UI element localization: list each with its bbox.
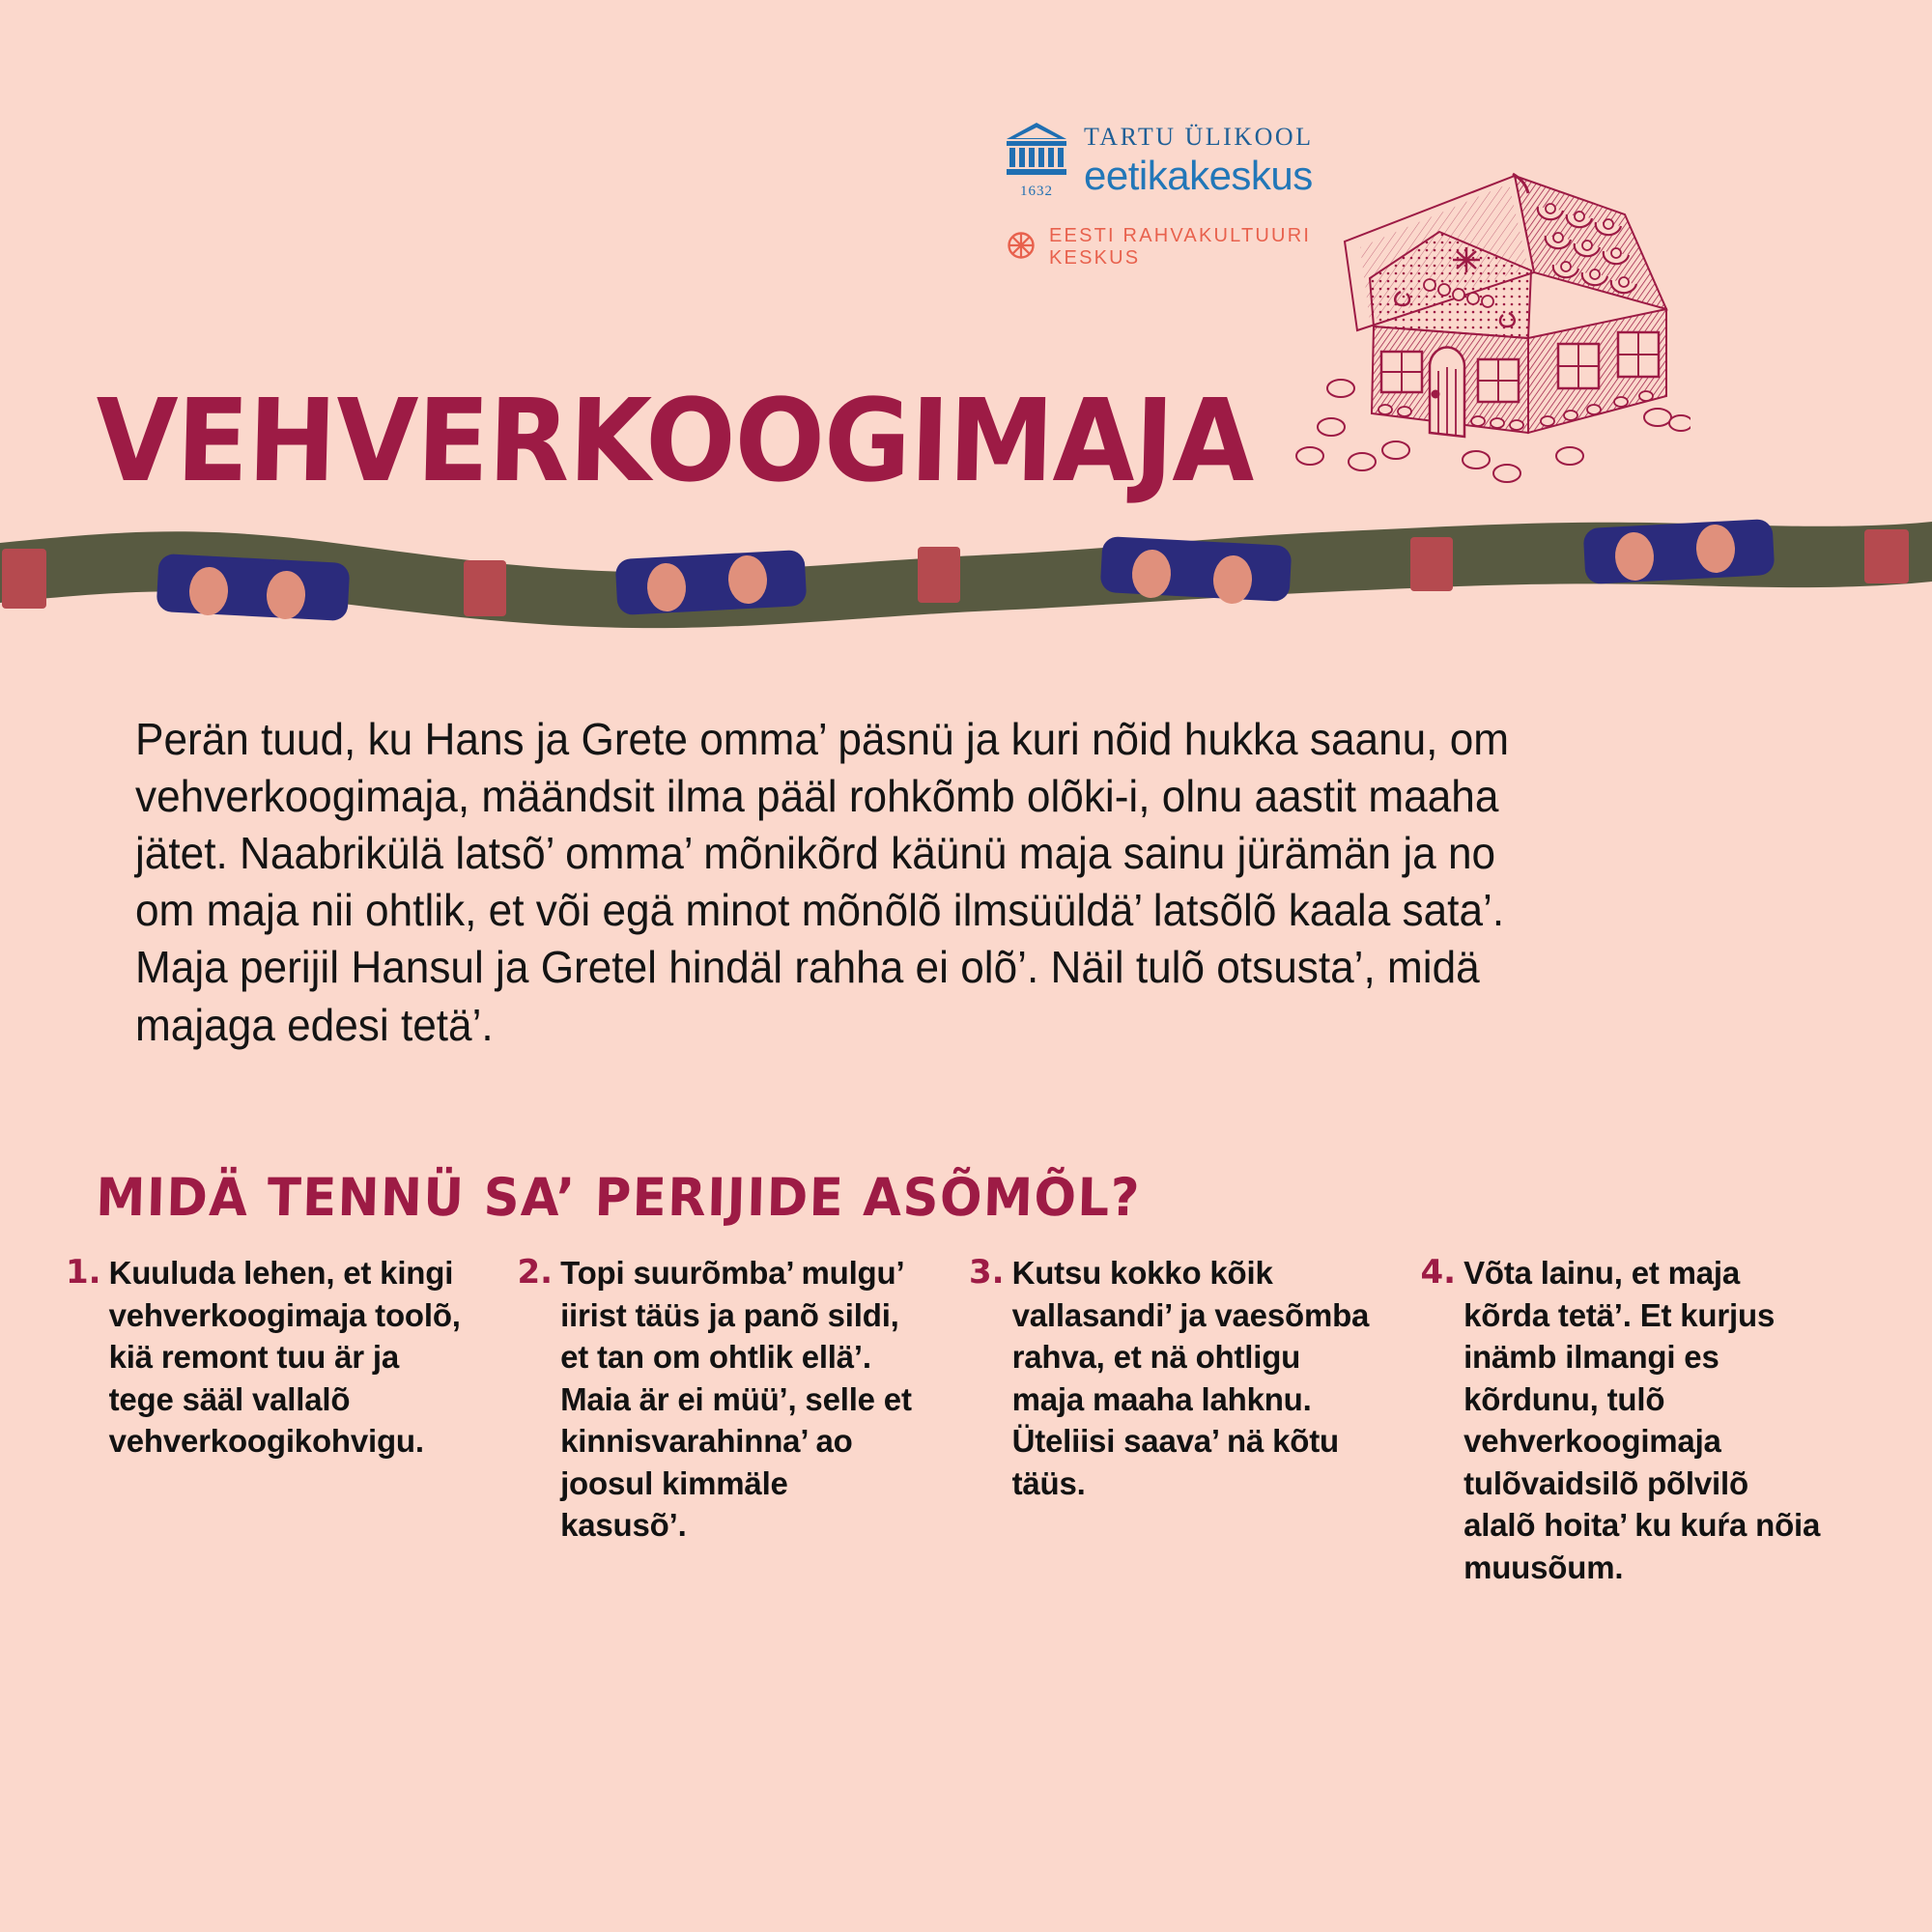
tartu-ulikool-colonnade-icon (1005, 121, 1068, 200)
option-number-1: 1. (66, 1253, 101, 1292)
tartu-ulikool-line1: TARTU ÜLIKOOL (1084, 123, 1314, 151)
option-number-3: 3. (969, 1253, 1005, 1292)
option-text-3: Kutsu kokko kõik vallasandi’ ja vaesõmba rahva, et nä ohtligu maja maaha lahknu. Üteliisi saava’ nä kõtu täüs. (1011, 1255, 1370, 1501)
option-text-1: Kuuluda lehen, et kingi vehverkoogimaja toolõ, kiä remont tuu är ja tege sääl vallalõ vehverkoogikohvigu. (108, 1255, 461, 1460)
tartu-ulikool-line2: eetikakeskus (1084, 153, 1313, 198)
intro-paragraph: Perän tuud, ku Hans ja Grete omma’ päsnü ja kuri nõid hukka saanu, om vehverkoogimaja, määndsit ilma pääl rohkõmb olõki-i, olnu aastit maaha jätet. Naabrikülä latsõ’ omma’ mõnikõrd käünü maja sainu jürämän ja no om maja nii ohtlik, et või egä minot mõnõlõ ilmsüüldä’ latsõlõ kaala sata’. Maja perijil Hansul ja Gretel hindäl rahha ei olõ’. Näil tulõ otsusta’, midä majaga edesi tetä’. (135, 714, 1510, 1050)
eesti-rahvakultuuri-keskus-wheel-icon (1007, 231, 1036, 265)
gingerbread-house-illustration (1285, 155, 1690, 483)
option-text-2: Topi suurõmba’ mulgu’ iirist täüs ja panõ sildi, et tan om ohtlik ellä’. Maia är ei müü’, selle et kinnisvarahinna’ ao joosul kimmäle kasusõ’. (560, 1255, 912, 1544)
option-item-4[interactable] (1421, 1252, 1873, 1588)
tartu-ulikool-year: 1632 (1020, 184, 1053, 199)
option-item-3[interactable] (969, 1252, 1421, 1588)
option-item-1[interactable] (66, 1252, 518, 1588)
page-title: VEHVERKOOGIMAJA (93, 374, 1256, 508)
decorative-folk-band (0, 502, 1932, 638)
tartu-ulikool-wordmark (1084, 125, 1314, 196)
option-number-4: 4. (1420, 1253, 1457, 1292)
option-number-2: 2. (517, 1253, 554, 1292)
eesti-rahvakultuuri-keskus-label: EESTI RAHVAKULTUURI KESKUS (1049, 225, 1312, 269)
question-heading: MIDÄ TENNÜ SA’ PERIJIDE ASÕMÕL? (95, 1166, 1142, 1228)
option-text-4: Võta lainu, et maja kõrda tetä’. Et kurjus inämb ilmangi es kõrdunu, tulõ vehverkoogimaja tulõvaidsilõ põlvilõ alalõ hoita’ ku kuŕa nõia muusõum. (1463, 1255, 1821, 1585)
option-item-2[interactable] (518, 1252, 970, 1588)
options-list (66, 1252, 1872, 1588)
